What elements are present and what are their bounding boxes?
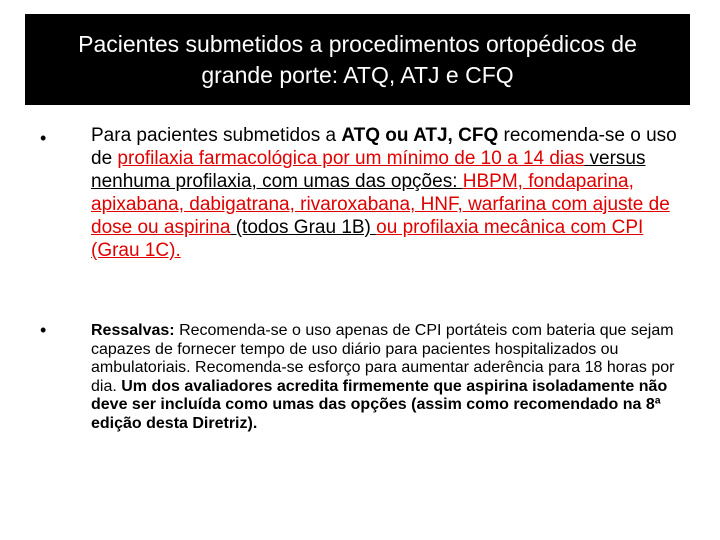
p1-drug-options: HBPM, fondaparina, apixabana, dabigatrana, rivaroxabana, HNF, warfarina com ajuste de dose ou aspirina — [91, 171, 670, 238]
p2-text: Recomenda-se o uso apenas de CPI portáteis com bateria que sejam capazes de fornecer tempo de uso diário para pacientes hospitalizados ou ambulatoriais. Recomenda-se esforço para aumentar aderência para 18 horas por dia. — [91, 322, 675, 395]
p1-mechanical-option: ou profilaxia mecânica com CPI (Grau 1C). — [91, 217, 644, 261]
p1-text-1: Para pacientes submetidos a — [91, 125, 342, 146]
bullet-icon: • — [40, 128, 47, 148]
p2-reviewer-note: Um dos avaliadores acredita firmemente que aspirina isoladamente não deve ser incluída como umas das opções (assim como recomendado na 8ª edição desta Diretriz). — [91, 377, 668, 432]
p1-text-2: recomenda-se o uso de — [91, 125, 677, 169]
p1-grade-1b: (todos Grau 1B) — [230, 217, 377, 238]
slide-title-line2: grande porte: ATQ, ATJ e CFQ — [201, 61, 514, 88]
slide-title-line1: Pacientes submetidos a procedimentos ortopédicos de — [78, 30, 637, 57]
p1-prophylaxis-duration: profilaxia farmacológica por um mínimo de 10 a 14 dias — [117, 148, 585, 169]
bullet-icon: • — [40, 320, 47, 340]
p1-procedures: ATQ ou ATJ, CFQ — [341, 125, 499, 146]
recommendation-paragraph — [91, 124, 684, 262]
p2-caveats-label: Ressalvas: — [91, 322, 175, 339]
p1-text-3: versus nenhuma profilaxia, com umas das opções: — [91, 148, 646, 192]
caveats-paragraph — [91, 322, 684, 433]
slide-title — [25, 14, 690, 105]
